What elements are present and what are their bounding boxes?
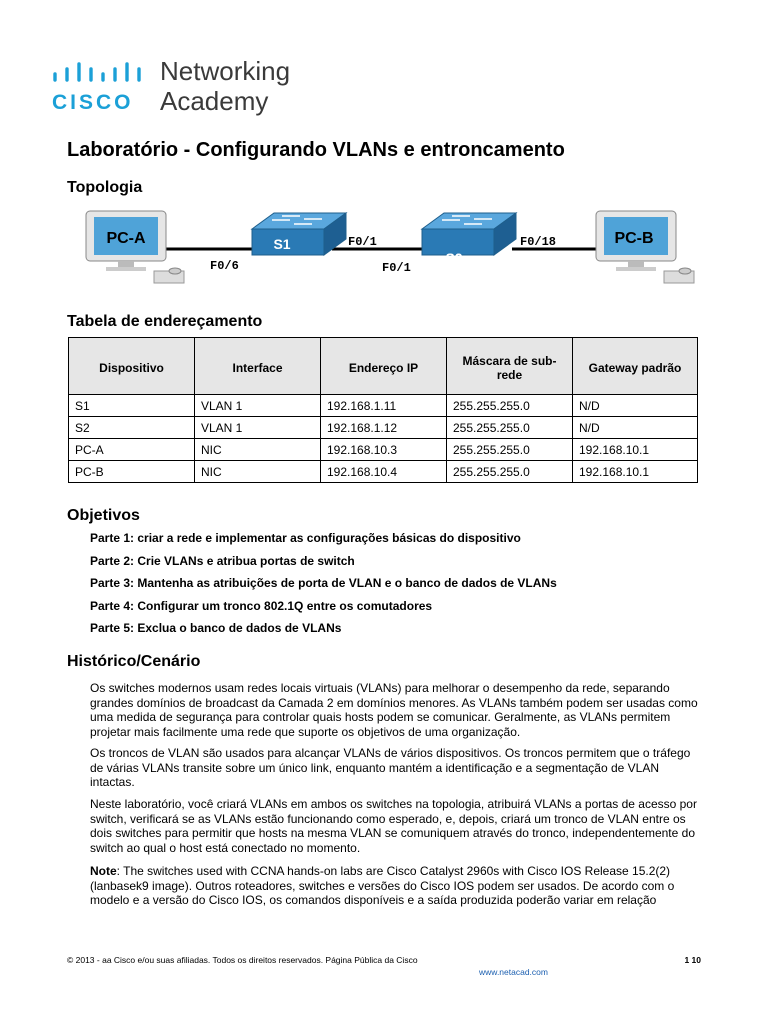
port-label-s2-f0-18: F0/18: [520, 235, 557, 249]
table-row: [69, 439, 698, 461]
cisco-networking-academy-logo: [52, 58, 312, 120]
table-cell: N/D: [573, 417, 698, 439]
col-header: Máscara de sub-rede: [447, 338, 573, 395]
table-row: [69, 461, 698, 483]
table-cell: 255.255.255.0: [447, 395, 573, 417]
table-header-row: [69, 338, 698, 395]
table-cell: VLAN 1: [195, 395, 321, 417]
table-cell: 192.168.10.3: [321, 439, 447, 461]
objective-item: Parte 3: Mantenha as atribuições de porta de VLAN e o banco de dados de VLANs: [90, 576, 557, 591]
port-label-s2-f0-1: F0/1: [382, 261, 411, 275]
switch-s2-icon: [422, 213, 516, 255]
table-cell: 192.168.10.1: [573, 439, 698, 461]
background-paragraph-2: Os troncos de VLAN são usados para alcançar VLANs de vários dispositivos. Os troncos permitem que o tráfego de várias VLANs transite sobre um único link, enquanto mantém a identificação e a segmentação de VLAN intactas.: [90, 746, 691, 789]
table-cell: NIC: [195, 439, 321, 461]
page-title: Laboratório - Configurando VLANs e entroncamento: [67, 139, 565, 161]
table-cell: 192.168.10.4: [321, 461, 447, 483]
logo-networking: Networking: [160, 56, 291, 86]
objectives-heading: Objetivos: [67, 507, 140, 524]
objectives-list: [90, 531, 557, 644]
objective-item: Parte 1: criar a rede e implementar as configurações básicas do dispositivo: [90, 531, 521, 545]
col-header: Interface: [195, 338, 321, 395]
cisco-bars-icon: [52, 62, 148, 86]
table-cell: S2: [69, 417, 195, 439]
topology-diagram: [72, 205, 702, 305]
s2-label: S2: [445, 250, 463, 266]
cisco-wordmark: CISCO: [52, 91, 134, 114]
background-paragraph-1: Os switches modernos usam redes locais virtuais (VLANs) para melhorar o desempenho da rede, separando grandes domínios de broadcast da Camada 2 em domínios menores. As VLANs também podem ser usadas como uma medida de segurança para controlar quais hosts podem se comunicar. Geralmente, as VLANs permitem projetar mais facilmente uma rede que suporte os objetivos de uma organização.: [90, 681, 698, 739]
col-header: Dispositivo: [69, 338, 195, 395]
table-cell: 255.255.255.0: [447, 461, 573, 483]
table-cell: PC-A: [69, 439, 195, 461]
col-header: Gateway padrão: [573, 338, 698, 395]
addressing-table: [68, 337, 698, 483]
table-cell: 192.168.10.1: [573, 461, 698, 483]
background-note: [90, 864, 705, 908]
table-cell: N/D: [573, 395, 698, 417]
table-cell: 192.168.1.11: [321, 395, 447, 417]
col-header: Endereço IP: [321, 338, 447, 395]
table-cell: S1: [69, 395, 195, 417]
port-label-s1-f0-1: F0/1: [348, 235, 377, 249]
logo-academy: Academy: [160, 86, 269, 116]
pc-b-label: PC-B: [614, 230, 654, 247]
table-cell: 255.255.255.0: [447, 439, 573, 461]
footer-url-link[interactable]: www.netacad.com: [479, 967, 548, 977]
footer-page-number: 1 10: [684, 955, 701, 965]
objective-item: Parte 5: Exclua o banco de dados de VLANs: [90, 621, 342, 636]
note-text: : The switches used with CCNA hands-on labs are Cisco Catalyst 2960s with Cisco IOS Release 15.2(2) (lanbasek9 image). Outros roteadores, switches e versões do Cisco IOS podem ser usados. De acordo com o modelo e a versão do Cisco IOS, os comandos disponíveis e a saída produzida poderão variar em relação: [90, 864, 675, 907]
addressing-heading: Tabela de endereçamento: [67, 313, 263, 330]
port-label-s1-f0-6: F0/6: [210, 259, 239, 273]
table-row: [69, 395, 698, 417]
topology-heading: Topologia: [67, 179, 143, 196]
footer-copyright: © 2013 - aa Cisco e/ou suas afiliadas. Todos os direitos reservados. Página Pública da Cisco: [67, 955, 418, 965]
pc-b-icon: [596, 211, 694, 283]
background-paragraph-3: Neste laboratório, você criará VLANs em ambos os switches na topologia, atribuirá VLANs a portas de acesso por switch, verificará se as VLANs estão funcionando como esperado, e, depois, criará um tronco de VLAN entre os dois switches para permitir que hosts na mesma VLAN se comuniquem através do tronco, independentemente do switch ao qual o host está conectado no momento.: [90, 797, 697, 855]
table-cell: VLAN 1: [195, 417, 321, 439]
s1-label: S1: [273, 236, 291, 252]
objective-item: Parte 2: Crie VLANs e atribua portas de switch: [90, 553, 355, 568]
note-label: Note: [90, 864, 117, 878]
table-row: [69, 417, 698, 439]
objective-item: Parte 4: Configurar um tronco 802.1Q entre os comutadores: [90, 598, 433, 613]
switch-s1-icon: [252, 213, 346, 255]
table-cell: 192.168.1.12: [321, 417, 447, 439]
pc-a-icon: [86, 211, 184, 283]
table-cell: NIC: [195, 461, 321, 483]
table-cell: 255.255.255.0: [447, 417, 573, 439]
pc-a-label: PC-A: [106, 230, 146, 247]
background-heading: Histórico/Cenário: [67, 653, 201, 670]
table-cell: PC-B: [69, 461, 195, 483]
